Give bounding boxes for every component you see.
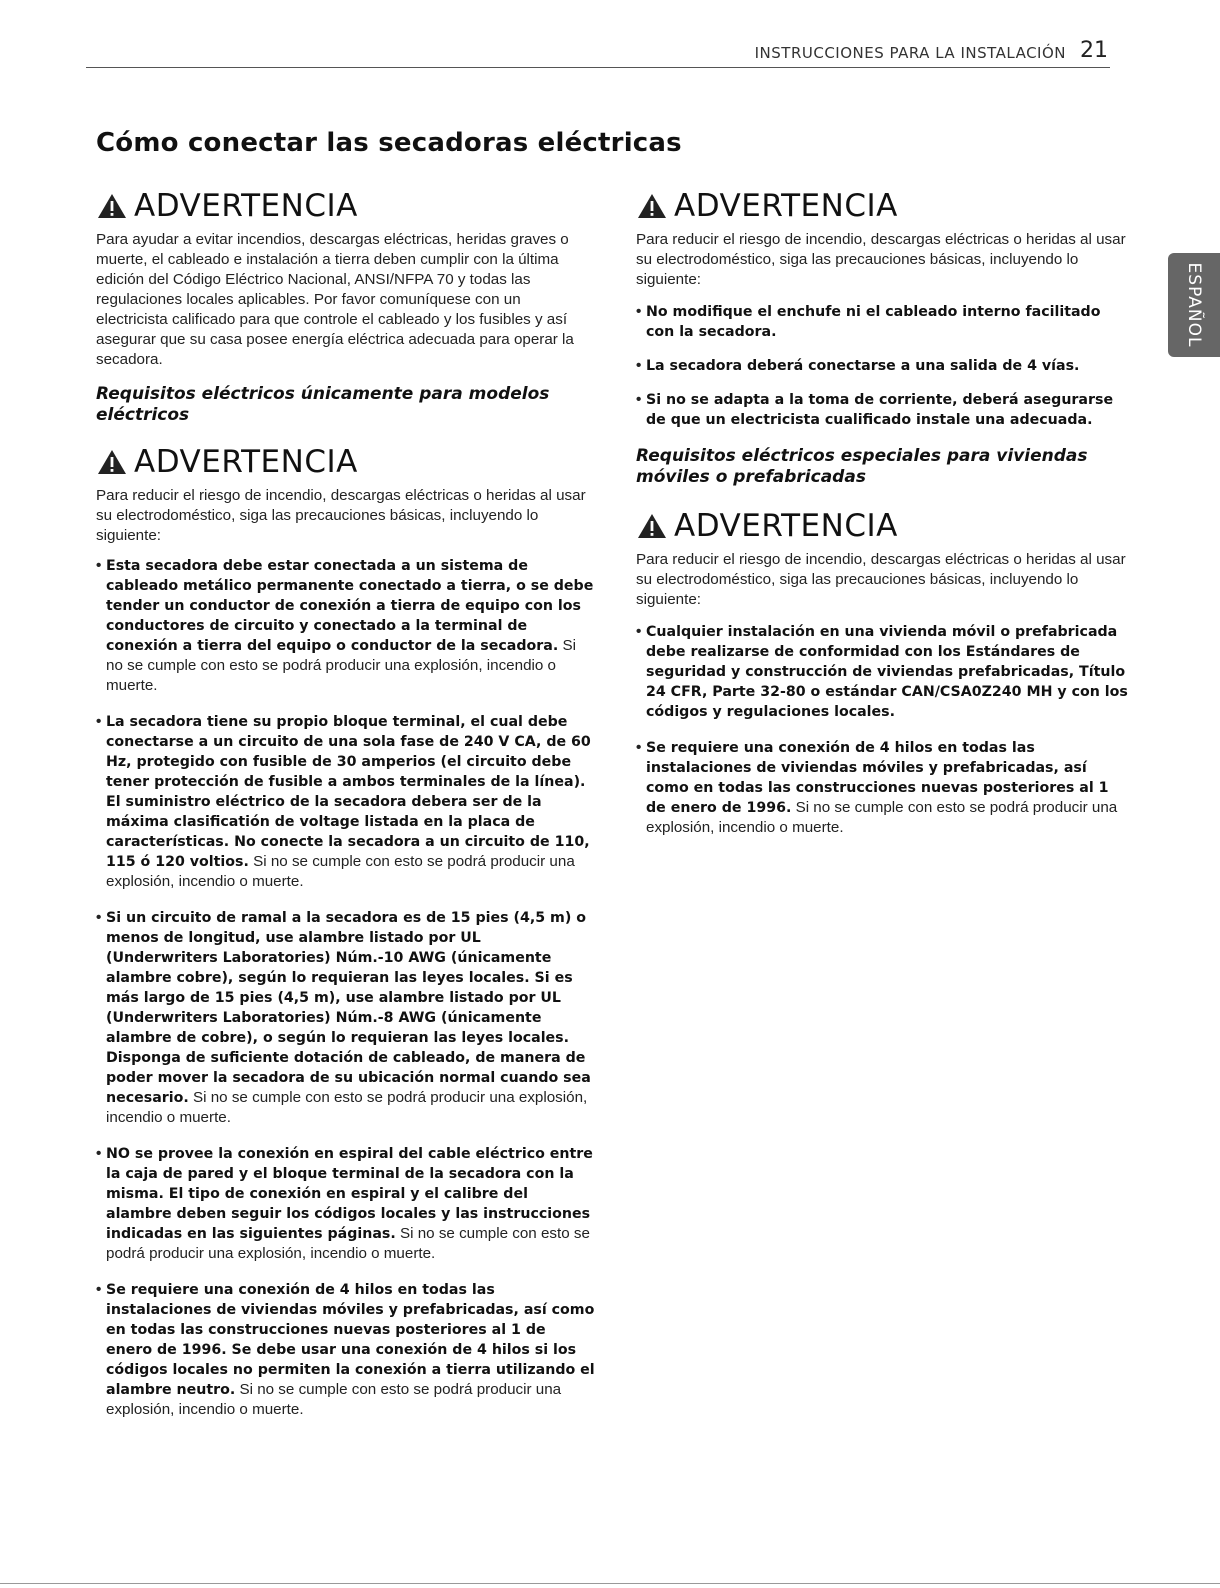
list-item: • Cualquier instalación en una vivienda móvil o prefabricada debe realizarse de conformidad con los Estándares de seguridad y construcción de viviendas prefabricadas, Título 24 CFR, Parte 32-80 o estándar CAN/CSA0Z240 MH y con los códigos y regulaciones locales. xyxy=(636,622,1130,722)
subheading: Requisitos eléctricos especiales para viviendas móviles o prefabricadas xyxy=(636,446,1088,487)
right-column xyxy=(636,186,1130,838)
list-item: • Se requiere una conexión de 4 hilos en todas las instalaciones de viviendas móviles y prefabricadas, así como en todas las construcciones nuevas posteriores al 1 de enero de 1996. Se debe usar una conexión de 4 hilos si los códigos locales no permiten la conexión a tierra utilizando el alambre neutro. Si no se cumple con esto se podrá producir una explosión, incendio o muerte. xyxy=(96,1280,596,1420)
page-number: 21 xyxy=(1080,38,1108,63)
list-item: • Si no se adapta a la toma de corriente, deberá asegurarse de que un electricista cualificado instale una adecuada. xyxy=(636,390,1130,430)
section-title: Cómo conectar las secadoras eléctricas xyxy=(96,128,682,158)
warning-text: Para ayudar a evitar incendios, descargas eléctricas, heridas graves o muerte, el cableado e instalación a tierra deben cumplir con la última edición del Código Eléctrico Nacional, ANSI/NFPA 70 y todas las regulaciones locales aplicables. Por favor comuníquese con un electricista calificado para que controle el cableado y los fusibles y así asegurar que su casa posee energía eléctrica adecuada para operar la secadora. xyxy=(96,231,574,368)
warning-heading xyxy=(636,506,1130,546)
warning-text: Para reducir el riesgo de incendio, descargas eléctricas o heridas al usar su electrodoméstico, siga las precauciones básicas, incluyendo lo siguiente: xyxy=(636,551,1126,608)
language-tab-label: ESPAÑOL xyxy=(1184,262,1204,348)
list-item: • La secadora deberá conectarse a una salida de 4 vías. xyxy=(636,356,1130,376)
warning-heading xyxy=(636,186,1130,226)
warning-list xyxy=(96,556,596,1420)
warning-label: ADVERTENCIA xyxy=(674,508,898,544)
warning-label: ADVERTENCIA xyxy=(134,188,358,224)
warning-text: Para reducir el riesgo de incendio, descargas eléctricas o heridas al usar su electrodoméstico, siga las precauciones básicas, incluyendo lo siguiente: xyxy=(636,231,1126,288)
bottom-rule xyxy=(0,1583,1220,1584)
warning-triangle-icon xyxy=(636,192,668,220)
subheading: Requisitos eléctricos únicamente para modelos eléctricos xyxy=(96,384,550,425)
language-tab xyxy=(1168,253,1220,357)
list-item: • Si un circuito de ramal a la secadora es de 15 pies (4,5 m) o menos de longitud, use alambre listado por UL (Underwriters Laboratories) Núm.-10 AWG (únicamente alambre cobre), según lo requieran las leyes locales. Si es más largo de 15 pies (4,5 m), use alambre listado por UL (Underwriters Laboratories) Núm.-8 AWG (únicamente alambre de cobre), o según lo requieran las leyes locales. Disponga de suficiente dotación de cableado, de manera de poder mover la secadora de su ubicación normal cuando sea necesario. Si no se cumple con esto se podrá producir una explosión, incendio o muerte. xyxy=(96,908,596,1128)
page-header xyxy=(86,38,1110,68)
warning-heading xyxy=(96,442,596,482)
list-item: • No modifique el enchufe ni el cableado interno facilitado con la secadora. xyxy=(636,302,1130,342)
list-item: • La secadora tiene su propio bloque terminal, el cual debe conectarse a un circuito de una sola fase de 240 V CA, de 60 Hz, protegido con fusible de 30 amperios (el circuito debe tener protección de fusible a ambos terminales de la línea). El suministro eléctrico de la secadora debera ser de la máxima clasificatión de voltage listada en la placa de características. No conecte la secadora a un circuito de 110, 115 ó 120 voltios. Si no se cumple con esto se podrá producir una explosión, incendio o muerte. xyxy=(96,712,596,892)
header-title: INSTRUCCIONES PARA LA INSTALACIÓN xyxy=(754,44,1066,62)
warning-triangle-icon xyxy=(96,448,128,476)
warning-triangle-icon xyxy=(96,192,128,220)
list-item: • Esta secadora debe estar conectada a un sistema de cableado metálico permanente conectado a tierra, o se debe tender un conductor de conexión a tierra de equipo con los conductores de circuito y conectado a la terminal de conexión a tierra del equipo o conductor de la secadora. Si no se cumple con esto se podrá producir una explosión, incendio o muerte. xyxy=(96,556,596,696)
warning-list xyxy=(636,302,1130,430)
left-column xyxy=(96,186,596,1420)
list-item: • Se requiere una conexión de 4 hilos en todas las instalaciones de viviendas móviles y prefabricadas, así como en todas las construcciones nuevas posteriores al 1 de enero de 1996. Si no se cumple con esto se podrá producir una explosión, incendio o muerte. xyxy=(636,738,1130,838)
warning-label: ADVERTENCIA xyxy=(674,188,898,224)
warning-text: Para reducir el riesgo de incendio, descargas eléctricas o heridas al usar su electrodoméstico, siga las precauciones básicas, incluyendo lo siguiente: xyxy=(96,487,586,544)
warning-heading xyxy=(96,186,596,226)
warning-triangle-icon xyxy=(636,512,668,540)
list-item: • NO se provee la conexión en espiral del cable eléctrico entre la caja de pared y el bloque terminal de la secadora con la misma. El tipo de conexión en espiral y el calibre del alambre deben seguir los códigos locales y las instrucciones indicadas en las siguientes páginas. Si no se cumple con esto se podrá producir una explosión, incendio o muerte. xyxy=(96,1144,596,1264)
warning-label: ADVERTENCIA xyxy=(134,444,358,480)
warning-list xyxy=(636,622,1130,838)
